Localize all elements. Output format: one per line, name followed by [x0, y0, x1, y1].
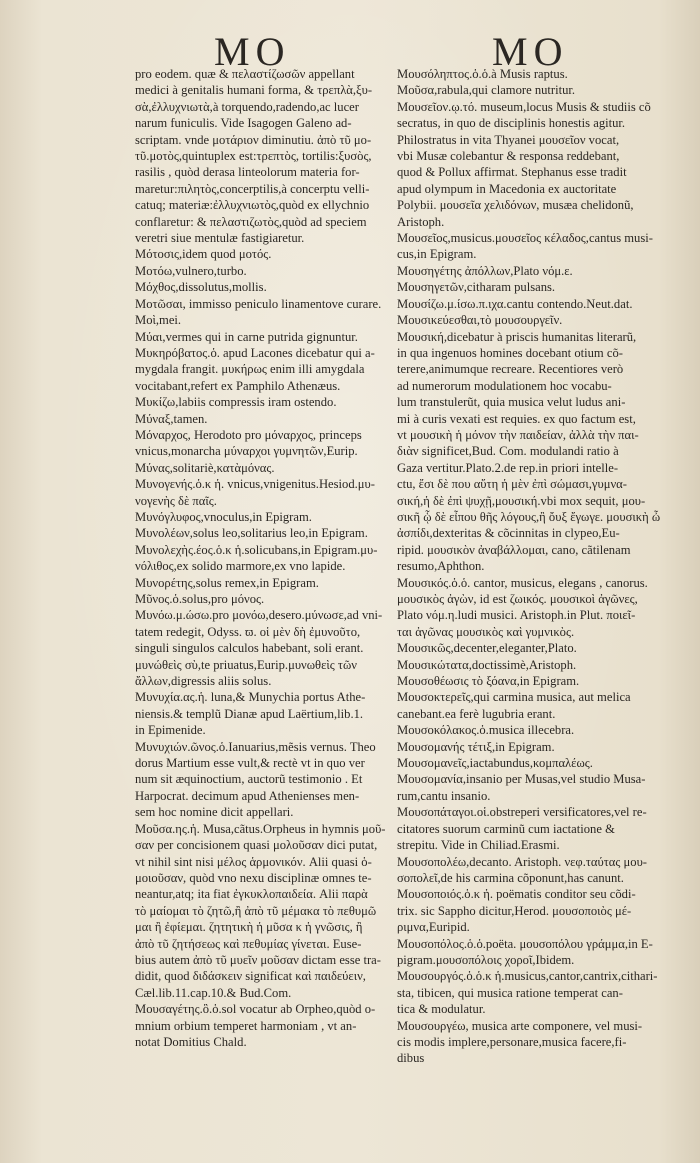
text-line: τῦ.μοτὸς,quintuplex est:τρεπτὸς, tortilis:ξυσὸς, [135, 149, 372, 164]
text-line: Μουσοθέωσις τὸ ξόανα,in Epigram. [397, 674, 580, 689]
text-line: Μουσεῖον.ῳ.τό. museum,locus Musis & studiis cõ [397, 99, 651, 114]
text-line: strepitu. Vide in Chiliad.Erasmi. [397, 838, 560, 853]
text-line: niensis.& templũ Dianæ apud Laërtium,lib.1. [135, 706, 364, 721]
text-line: Μυκίζω,labiis compressis iram ostendo. [135, 395, 337, 410]
text-line: ἀσπίδι,dexteritas & cõcinnitas in clypeo,Eu- [397, 526, 620, 541]
text-line: narum funiculis. Vide Isagogen Galeno ad- [135, 116, 352, 131]
text-line: Μουσοκόλακος.ὁ.musica illecebra. [397, 723, 575, 738]
text-line: ται ἀγῶνας μουσικὸς καὶ γυμνικὸς. [397, 624, 575, 639]
left-headword: MO [214, 29, 291, 74]
right-headword: MO [492, 29, 569, 74]
text-line: in Epimenide. [135, 723, 206, 738]
text-line: Μοτῶσαι, immisso peniculo linamentove curare. [135, 296, 382, 311]
text-line: mi à curis vexati est requies. ex quo factum est, [397, 411, 636, 426]
text-line: Μουσόληπτος.ὁ.ὁ.à Musis raptus. [397, 67, 568, 81]
text-line: Μουσηγετῶν,citharam pulsans. [397, 280, 556, 295]
text-line: Μυνορέτης,solus remex,in Epigram. [135, 575, 319, 590]
text-line: Μυκηρόβατος.ὁ. apud Lacones dicebatur qui a- [135, 345, 375, 360]
text-line: Μυνόγλυφος,vnoculus,in Epigram. [135, 509, 312, 524]
text-line: Μυνολέων,solus leo,solitarius leo,in Epigram. [135, 526, 368, 541]
text-line: trix. sic Sappho dicitur,Herod. μουσοποιὸς μέ- [397, 903, 632, 918]
text-line: Μοῦσα,rabula,qui clamore nutritur. [397, 83, 576, 98]
text-line: μαι ἢ ἐφίεμαι. ζητητικὴ ἡ μῦσα κ ἡ γνῶσις, ἢ [135, 920, 363, 935]
text-line: Μουσουργέω, musica arte componere, vel musi- [397, 1018, 643, 1033]
text-line: singuli singulos calculos habebant, soli erant. [135, 641, 364, 656]
text-line: medici à genitalis humani forma, & τρεπλὰ,ξυ- [135, 83, 373, 98]
text-line: Μοτόω,vulnero,turbo. [135, 263, 247, 278]
text-line: Aristoph. [397, 214, 445, 229]
text-line: neantur,atq; ita fiat ἐγκυκλοπαιδεία. Alii παρὰ [135, 887, 368, 902]
text-line: Μουσικώτατα,doctissimè,Aristoph. [397, 657, 577, 672]
text-line: ad numerorum modulationem hoc vocabu- [397, 378, 612, 393]
text-line: διὰν significet,Bud. Com. modulandi ratio à [397, 444, 619, 459]
text-line: Μουσικός.ὁ.ὁ. cantor, musicus, elegans , canorus. [397, 575, 648, 590]
text-line: cus,in Epigram. [397, 247, 477, 262]
text-line: Μουσομανία,insanio per Musas,vel studio Musa- [397, 772, 646, 787]
text-line: Μῦνος.ὁ.solus,pro μόνος. [135, 592, 265, 606]
text-line: quod & Pollux affirmat. Stephanus esse tradit [397, 165, 627, 180]
text-line: σαν per concisionem quasi μολοῦσαν dici putat, [135, 838, 378, 853]
text-line: Μουσουργός.ὁ.ὁ.κ ἡ.musicus,cantor,cantrix,cithari- [397, 969, 658, 984]
text-line: Μουσομανής τέτιξ,in Epigram. [397, 739, 555, 754]
text-line: Μουσαγέτης.ὃ.ὁ.sol vocatur ab Orpheo,quòd o- [135, 1002, 376, 1017]
text-line: rum,cantu insanio. [397, 788, 491, 803]
text-line: Μύαι,vermes qui in carne putrida gignuntur. [135, 329, 358, 344]
text-line: Polybii. μουσεῖα χελιδόνων, musæa chelidonũ, [397, 198, 634, 213]
text-line: mnium orbium temperet harmoniam , vt an- [135, 1018, 357, 1033]
text-line: tatem redegit, Odyss. ϖ. οἱ μὲν δὴ ἐμυνοῦτο, [135, 624, 361, 639]
text-line: Μυνογενής.ὁ.κ ἡ. vnicus,vnigenitus.Hesiod.μυ- [135, 477, 375, 492]
text-line: num sit æquinoctium, auctorũ testimonio . Et [135, 772, 363, 787]
text-line: Philostratus in vita Thyanei μουσεῖον vocat, [397, 132, 620, 147]
text-line: Μουσίζω.μ.ίσω.π.ιχα.cantu contendo.Neut.dat. [397, 296, 633, 311]
text-line: μουσικὸς ἀγὼν, id est ζωικός. μουσικοὶ ἀγῶνες, [397, 592, 638, 606]
text-line: Μουσοπολέω,decanto. Aristoph. νεφ.ταύτας μου- [397, 854, 648, 869]
text-line: Μυνολεχὴς.έος.ὁ.κ ἡ.solicubans,in Epigram.μυ- [135, 542, 378, 557]
text-line: Μουσικῶς,decenter,eleganter,Plato. [397, 641, 577, 656]
left-column [135, 66, 393, 1050]
text-line: pro eodem. quæ & πελαστίζωσῶν appellant [135, 67, 355, 81]
text-line: Plato νόμ.η.ludi musici. Aristoph.in Plut. ποιεῖ- [397, 608, 636, 623]
text-line: Μουσοπάταγοι.οἱ.obstreperi versificatores,vel re- [397, 805, 647, 820]
text-line: Gaza vertitur.Plato.2.de rep.in priori intelle- [397, 460, 619, 475]
text-line: sta, tibicen, qui musica ratione temperat can- [397, 985, 623, 1000]
text-line: citatores suorum carminũ cum iactatione & [397, 821, 615, 836]
text-line: didit, quod διδάσκειν significat καὶ παιδεύειν, [135, 969, 366, 984]
text-line: μοιοῦσαν, quòd vno nexu disciplinæ omnes te- [135, 870, 372, 885]
text-line: Μοὶ,mei. [135, 313, 182, 328]
text-line: rasilis , quòd derasa linteolorum materia for- [135, 165, 360, 180]
text-line: σικῆ ᾧ δὲ εἶπου θῆς λόγους,ἢ ὄυξ ἔγωγε. μουσικὴ ὦ [397, 509, 661, 524]
text-line: dorus Martium esse vult,& rectè vt in quo ver [135, 756, 365, 771]
text-line: lum transtulerũt, quia musica velut ludus ani- [397, 395, 626, 410]
text-line: apud olympum in Macedonia ex auctoritate [397, 181, 617, 196]
text-line: Μυνυχιών.ῶνος.ὁ.Ianuarius,mẽsis vernus. Theo [135, 739, 376, 754]
text-line: Μουσοποιός.ὁ.κ ἡ. poëmatis conditor seu cõdi- [397, 887, 636, 902]
text-line: Μύνας,solitariè,κατὰμόνας. [135, 460, 275, 475]
text-line: pigram.μουσοπόλοις χοροῖ,Ibidem. [397, 952, 575, 967]
text-line: Μουσικεύεσθαι,τὸ μουσουργεῖν. [397, 313, 563, 328]
text-line: sem hoc nomine dicit appellari. [135, 805, 294, 820]
text-line: tica & modulatur. [397, 1002, 486, 1017]
text-line: dibus [397, 1051, 425, 1066]
text-line: σοπολεῖ,de his carmina cõponunt,has canunt. [397, 870, 624, 885]
text-line: σὰ,ἐλλυχνιωτὰ,à torquendo,radendo,ac lucer [135, 99, 359, 114]
text-line: ripid. μουσικὸν ἀναβάλλομαι, cano, cãtilenam [397, 542, 631, 557]
text-line: vt μουσικὴ ἡ μόνον τὴν παιδείαν, ἀλλὰ τὴν παι- [397, 427, 639, 442]
text-line: catuq; materiæ:ἐλλυχνιωτὸς,quòd ex ellychnio [135, 198, 370, 213]
text-line: νογενὴς δὲ παῖς. [135, 493, 217, 508]
text-line: Μουσοκτερεῖς,qui carmina musica, aut melica [397, 690, 631, 705]
text-line: Μότοσις,idem quod μοτός. [135, 247, 272, 262]
text-line: Μουσεῖος,musicus.μουσεῖος κέλαδος,cantus musi- [397, 231, 653, 246]
text-line: in qua ingenuos homines docebant otium cõ- [397, 345, 623, 360]
text-line: terere,animumque recreare. Recentiores verò [397, 362, 624, 377]
text-line: ctu, ἔσι δὲ που αὕτη ἡ μὲν ἐπὶ σώμασι,γυμνα- [397, 477, 627, 492]
text-line: secratus, in quo de disciplinis honestis agitur. [397, 116, 626, 131]
text-line: Cæl.lib.11.cap.10.& Bud.Com. [135, 985, 292, 1000]
text-line: conflaretur: & πελαστιζωτὸς,quòd ad speciem [135, 214, 367, 229]
text-line: Harpocrat. decimum apud Athenienses men- [135, 788, 360, 803]
text-line: scriptam. vnde μοτάριον diminutiu. ἀπὸ τῦ μο- [135, 132, 372, 147]
text-line: Μουσηγέτης ἀπόλλων,Plato νόμ.ε. [397, 263, 573, 278]
text-line: maretur:πιλητὸς,concerptilis,à concerptu velli- [135, 181, 370, 196]
text-line: τὸ μαίομαι τὸ ζητῶ,ἢ ἀπὸ τῦ μέμακα τὸ πεθυμῶ [135, 903, 377, 918]
text-line: veretri siue mentulæ fastigiaretur. [135, 231, 305, 246]
text-line: ριμνα,Euripid. [397, 920, 470, 935]
text-line: vt nihil sint nisi μέλος ἁρμονικόν. Alii quasi ὁ- [135, 854, 372, 869]
text-line: Μόναρχος, Herodoto pro μόναρχος, princeps [135, 427, 362, 442]
text-line: Μυνυχία.ας.ἡ. luna,& Munychia portus Athe- [135, 690, 366, 705]
text-line: bius autem ἀπὸ τῦ μυεῖν μοῦσαν dictam esse tra- [135, 952, 381, 967]
text-line: vocitabant,refert ex Pamphilo Athenæus. [135, 378, 341, 393]
text-line: Μουσοπόλος.ὁ.ὁ.poëta. μουσοπόλου γράμμα,in E- [397, 936, 653, 951]
text-line: notat Domitius Chald. [135, 1034, 247, 1049]
text-line: σική,ἡ δὲ ἐπὶ ψυχῇ,μουσική.vbi mox sequit, μου- [397, 493, 646, 508]
text-line: cis modis implere,personare,musica facere,fi- [397, 1034, 627, 1049]
text-line: μυνώθεὶς σὺ,te priuatus,Eurip.μυνωθεὶς τῶν [135, 657, 357, 672]
text-line: Μύναξ,tamen. [135, 411, 208, 426]
text-line: vbi Musæ colebantur & responsa reddebant, [397, 149, 620, 164]
text-line: resumo,Aphthon. [397, 559, 485, 574]
text-line: Μοῦσα.ης.ἡ. Musa,cãtus.Orpheus in hymnis μοῦ- [135, 821, 386, 836]
right-column [397, 66, 687, 1067]
text-line: canebant.ea ferè lugubria erant. [397, 706, 556, 721]
text-line: Μουσομανεῖς,iactabundus,κομπαλέως. [397, 756, 593, 771]
text-line: vnicus,monarcha μύναρχοι γυμνητῶν,Eurip. [135, 444, 358, 459]
text-line: Μυνόω.μ.ώσω.pro μονόω,desero.μύνωσε,ad vni- [135, 608, 383, 623]
text-line: Μόχθος,dissolutus,mollis. [135, 280, 267, 295]
text-line: mygdala frangit. μυκήρως enim illi amygdala [135, 362, 365, 377]
text-line: νόλιθος,ex solido marmore,ex vno lapide. [135, 559, 346, 574]
text-line: Μουσική,dicebatur à priscis humanitas literarũ, [397, 329, 637, 344]
text-line: ἄλλων,digressis aliis solus. [135, 674, 272, 689]
text-line: ἀπὸ τῦ ζητήσεως καὶ πεθυμίας γίνεται. Euse- [135, 936, 362, 951]
